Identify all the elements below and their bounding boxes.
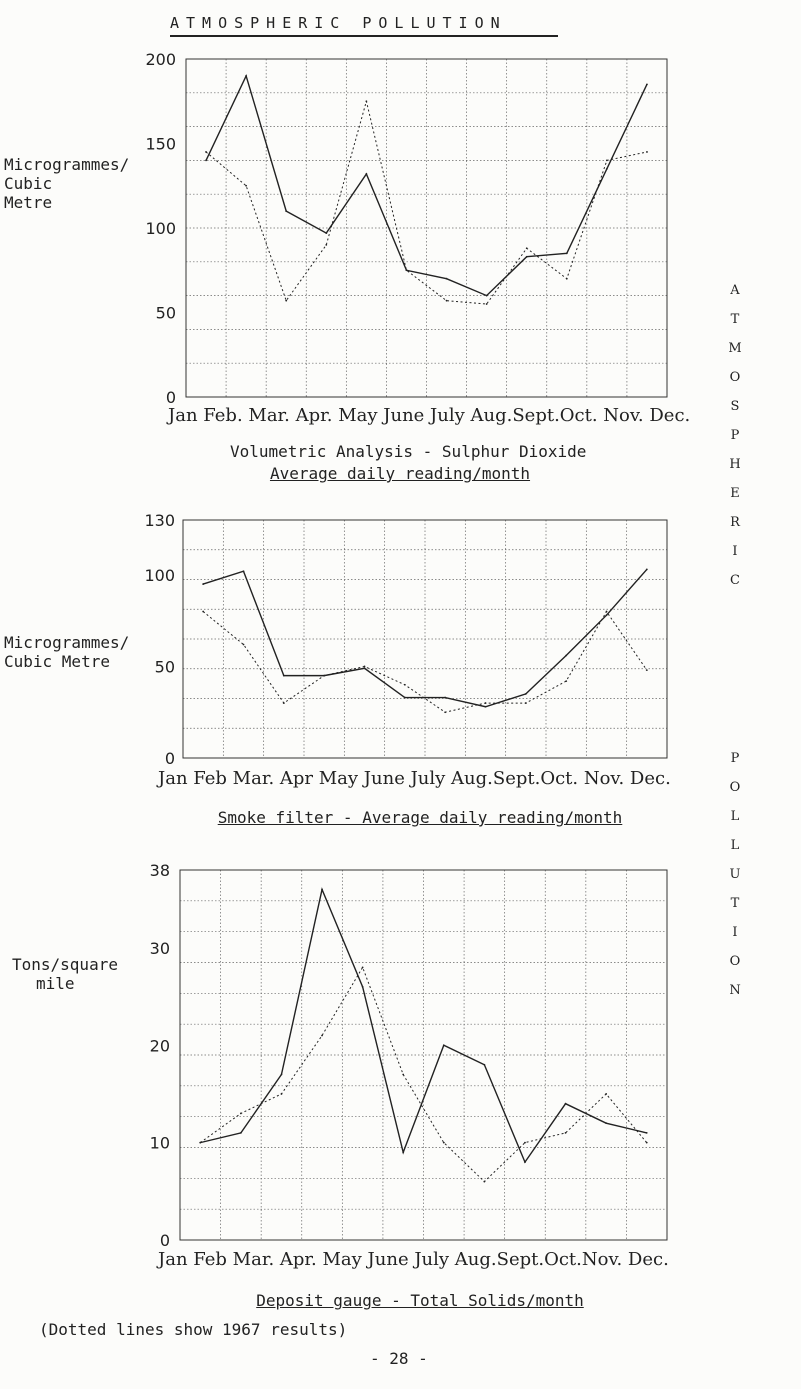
chart3-month-labels: Jan Feb Mar. Apr. May June July Aug.Sept.Oct.Nov. Dec. <box>158 1249 669 1270</box>
side-title-letter: A <box>730 283 740 298</box>
y-tick-label: 150 <box>145 134 176 154</box>
chart3-ylabel-line: mile <box>36 974 75 993</box>
data-point <box>321 1035 323 1037</box>
side-title-letter: S <box>730 399 740 414</box>
y-tick-label: 100 <box>144 565 175 585</box>
chart2-ylabel-line: Microgrammes/ <box>4 633 130 652</box>
side-title-letter: H <box>729 457 741 472</box>
data-point <box>483 1064 485 1066</box>
footer-note: (Dotted lines show 1967 results) <box>39 1320 348 1339</box>
data-point <box>362 966 364 968</box>
data-point <box>565 1103 567 1105</box>
side-title-letter: M <box>728 341 742 356</box>
data-point <box>605 1122 607 1124</box>
side-title-letter: O <box>729 954 741 969</box>
side-title-letter: U <box>729 867 741 882</box>
data-point <box>402 1074 404 1076</box>
chart2-title: Smoke filter - Average daily reading/month <box>217 808 623 827</box>
page-number: - 28 - <box>370 1349 428 1368</box>
y-tick-label: 50 <box>154 657 175 677</box>
y-tick-label: 200 <box>145 50 176 69</box>
data-point <box>443 1142 445 1144</box>
chart2-ylabel-line: Cubic Metre <box>4 652 110 671</box>
chart3-title: Deposit gauge - Total Solids/month <box>256 1291 584 1310</box>
side-title-letter: T <box>730 312 740 327</box>
y-tick-label: 0 <box>164 749 175 768</box>
data-point <box>565 1132 567 1134</box>
data-point <box>281 1093 283 1095</box>
side-title-letter: I <box>732 925 738 940</box>
y-tick-label: 130 <box>144 511 175 530</box>
side-title-letter: L <box>730 838 740 853</box>
y-tick-label: 0 <box>165 388 176 407</box>
chart2-month-labels: Jan Feb Mar. Apr May June July Aug.Sept.Oct. Nov. Dec. <box>158 768 671 789</box>
data-point <box>402 1151 404 1153</box>
side-title-letter: E <box>730 486 740 501</box>
data-point <box>199 1142 201 1144</box>
y-tick-label: 50 <box>155 303 176 323</box>
chart1-subtitle: Average daily reading/month <box>269 464 531 483</box>
y-tick-label: 38 <box>149 861 170 880</box>
data-point <box>524 1161 526 1163</box>
data-point <box>362 986 364 988</box>
data-point <box>240 1132 242 1134</box>
data-point <box>443 1044 445 1046</box>
chart1-ylabel-line: Cubic <box>4 174 53 193</box>
data-point <box>240 1113 242 1115</box>
side-title-letter: P <box>730 751 740 766</box>
data-point <box>646 1132 648 1134</box>
y-tick-label: 10 <box>149 1133 170 1153</box>
y-tick-label: 30 <box>149 938 170 958</box>
data-point <box>281 1074 283 1076</box>
side-title-letter: I <box>732 544 738 559</box>
y-tick-label: 0 <box>159 1231 170 1250</box>
y-tick-label: 100 <box>145 219 176 238</box>
chart1-month-labels: Jan Feb. Mar. Apr. May June July Aug.Sept.Oct. Nov. Dec. <box>168 405 691 426</box>
side-title-letter: C <box>730 573 740 588</box>
side-title-letter: T <box>730 896 740 911</box>
page-header: ATMOSPHERIC POLLUTION <box>170 14 507 32</box>
chart1-ylabel-line: Microgrammes/ <box>4 155 130 174</box>
chart1-title: Volumetric Analysis - Sulphur Dioxide <box>230 442 587 461</box>
side-title-letter: R <box>730 515 740 530</box>
chart1-ylabel-line: Metre <box>4 193 53 212</box>
chart3-ylabel-line: Tons/square <box>12 955 118 974</box>
data-point <box>646 1142 648 1144</box>
side-title-letter: N <box>729 983 741 998</box>
data-point <box>321 889 323 891</box>
side-title-letter: O <box>729 780 741 795</box>
side-title-letter: P <box>730 428 740 443</box>
data-point <box>524 1142 526 1144</box>
side-title-letter: L <box>730 809 740 824</box>
y-tick-label: 20 <box>149 1036 170 1056</box>
data-point <box>483 1181 485 1183</box>
data-point <box>605 1093 607 1095</box>
side-title-letter: O <box>729 370 741 385</box>
